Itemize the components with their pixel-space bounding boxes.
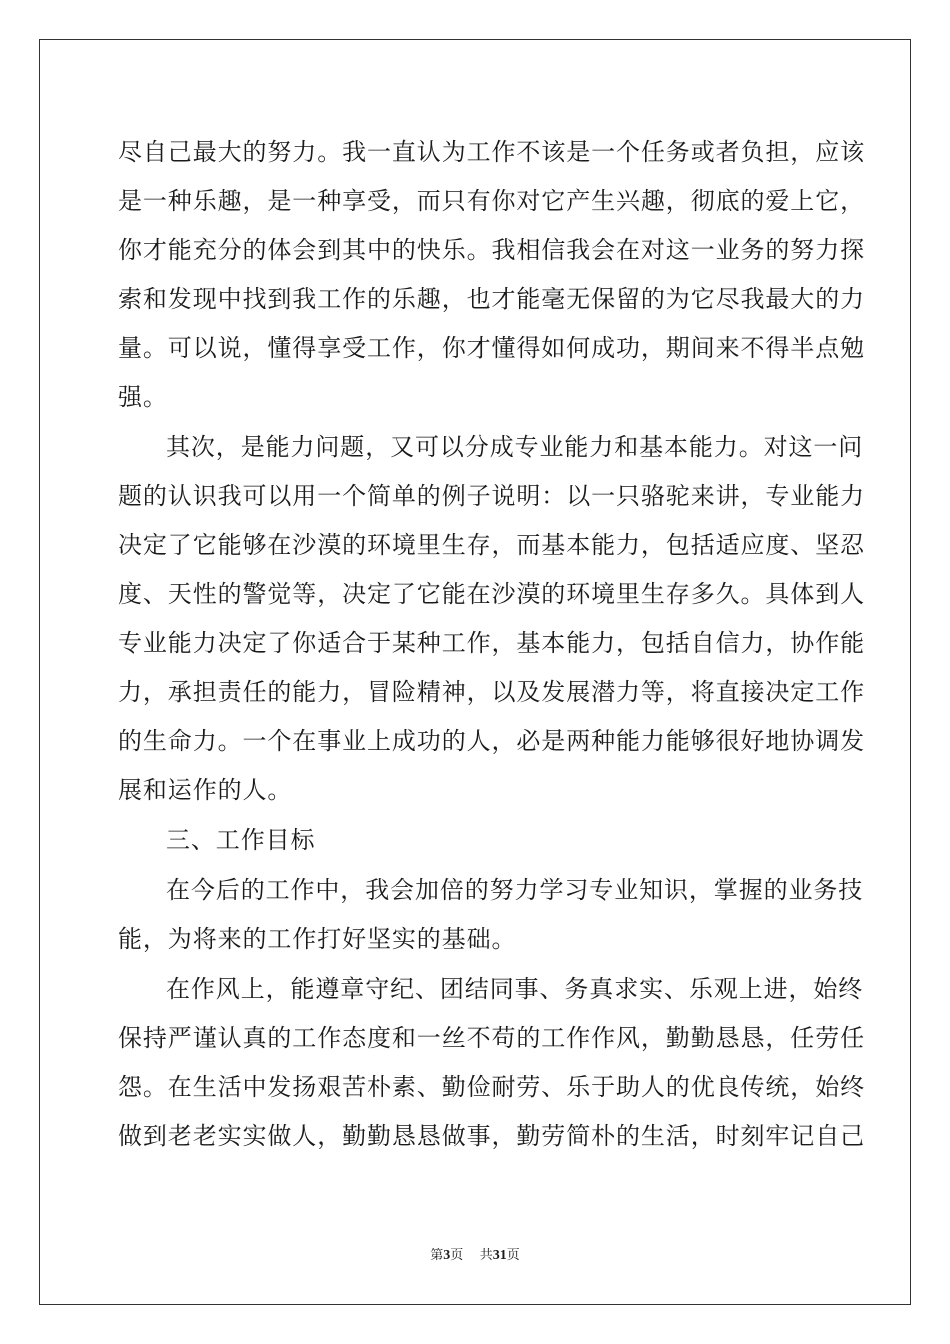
page-border [39,39,911,1305]
text-line: 度、天性的警觉等，决定了它能在沙漠的环境里生存多久。具体到人 [118,580,865,608]
page-footer [0,1244,950,1264]
total-pages: 31 [492,1248,507,1263]
text-line: 决定了它能够在沙漠的环境里生存，而基本能力，包括适应度、坚忍 [118,531,865,559]
text-line: 怨。在生活中发扬艰苦朴素、勤俭耐劳、乐于助人的优良传统，始终 [118,1073,865,1101]
text-line: 展和运作的人。 [118,776,293,804]
paragraph-first-line: 在作风上，能遵章守纪、团结同事、务真求实、乐观上进，始终 [166,975,864,1003]
text-line: 是一种乐趣，是一种享受，而只有你对它产生兴趣，彻底的爱上它， [118,187,865,215]
text-line: 做到老老实实做人，勤勤恳恳做事，勤劳简朴的生活，时刻牢记自己 [118,1122,865,1150]
text-line: 强。 [118,383,168,411]
text-line: 题的认识我可以用一个简单的例子说明：以一只骆驼来讲，专业能力 [118,482,865,510]
text-line: 量。可以说，懂得享受工作，你才懂得如何成功，期间来不得半点勉 [118,334,865,362]
section-heading: 三、工作目标 [166,826,316,854]
paragraph-first-line: 其次，是能力问题，又可以分成专业能力和基本能力。对这一问 [166,433,864,461]
page-suffix: 页 [450,1248,464,1263]
text-line: 专业能力决定了你适合于某种工作，基本能力，包括自信力，协作能 [118,629,865,657]
text-line: 能，为将来的工作打好坚实的基础。 [118,925,517,953]
text-line: 索和发现中找到我工作的乐趣，也才能毫无保留的为它尽我最大的力 [118,285,865,313]
text-line: 力，承担责任的能力，冒险精神，以及发展潜力等，将直接决定工作 [118,678,865,706]
text-line: 你才能充分的体会到其中的快乐。我相信我会在对这一业务的努力探 [118,236,865,264]
paragraph-first-line: 在今后的工作中，我会加倍的努力学习专业知识，掌握的业务技 [166,876,864,904]
text-line: 保持严谨认真的工作态度和一丝不苟的工作作风，勤勤恳恳，任劳任 [118,1024,865,1052]
text-line: 尽自己最大的努力。我一直认为工作不该是一个任务或者负担，应该 [118,138,865,166]
page-number: 3 [443,1248,451,1263]
text-line: 的生命力。一个在事业上成功的人，必是两种能力能够很好地协调发 [118,727,865,755]
page-prefix: 第 [430,1248,444,1263]
total-prefix: 共 [479,1248,493,1263]
total-suffix: 页 [506,1248,520,1263]
